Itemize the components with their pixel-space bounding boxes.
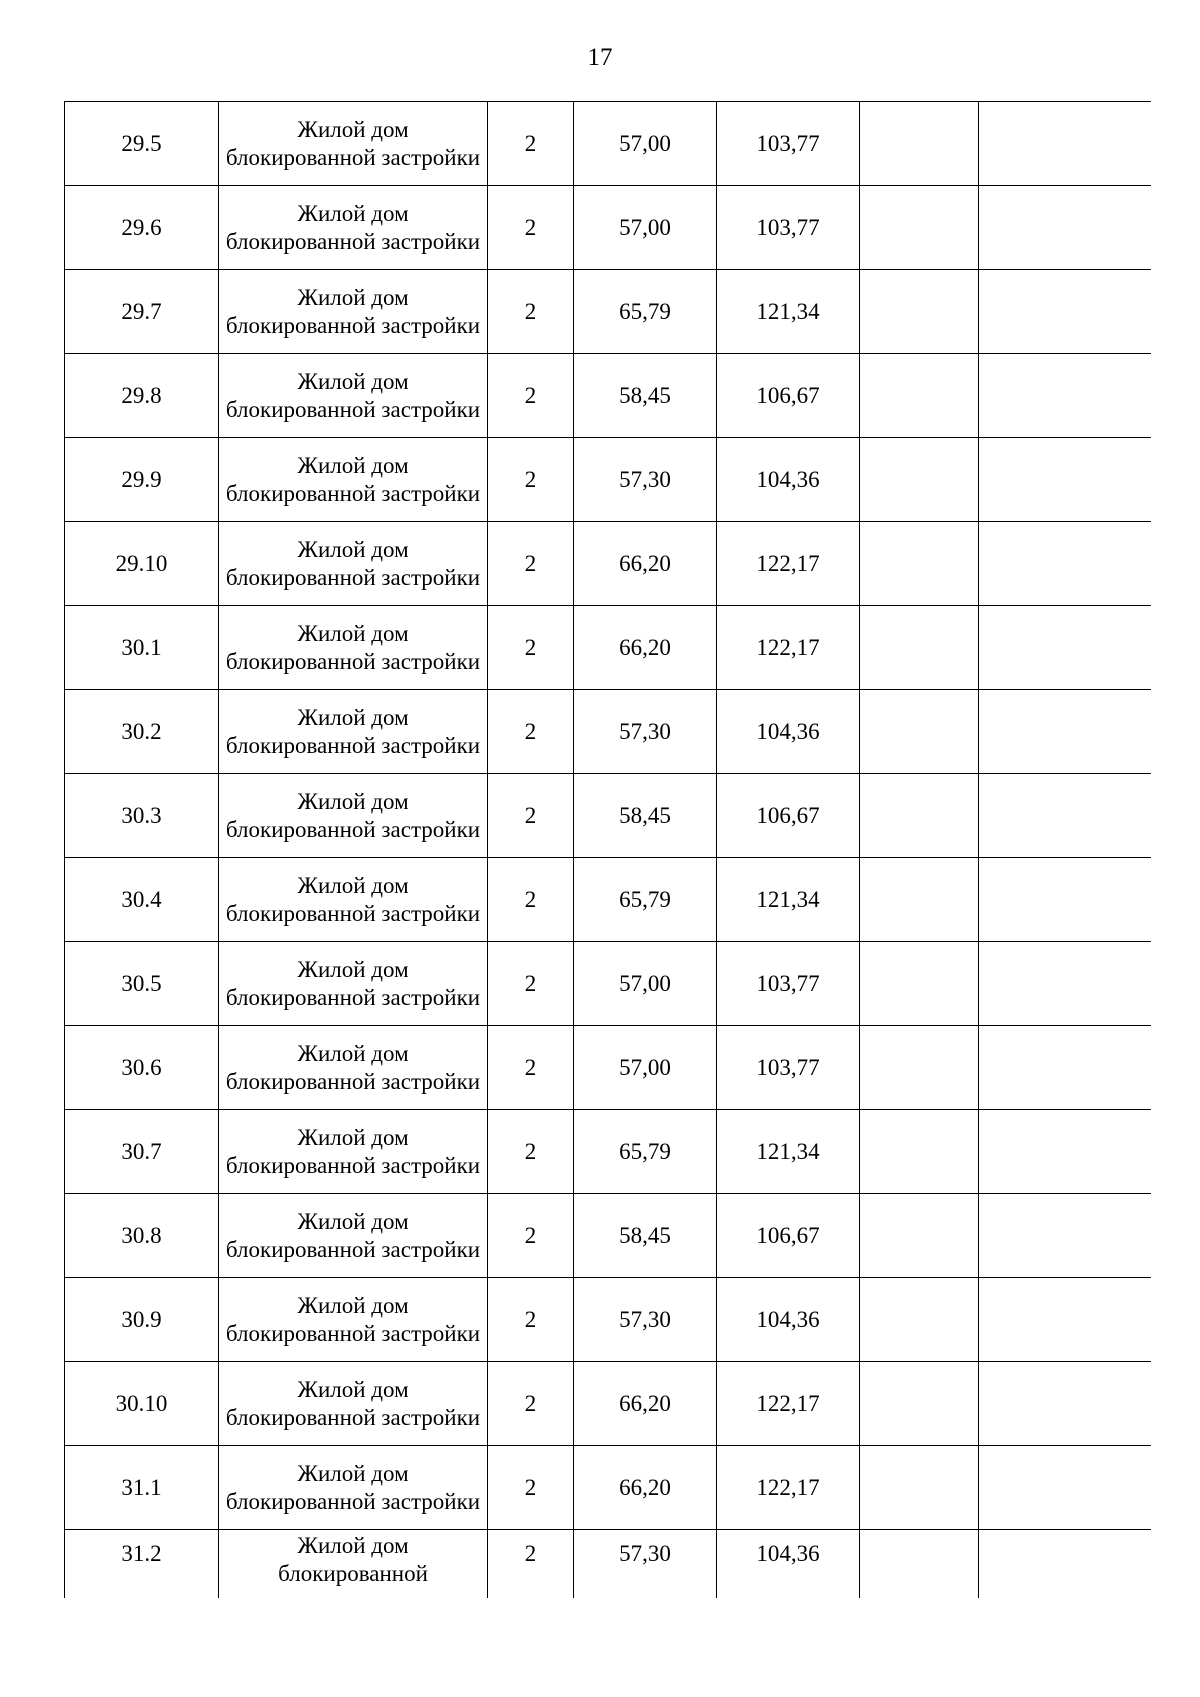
building-type-cell: Жилой дом блокированной застройки bbox=[219, 186, 488, 270]
total-area-cell: 104,36 bbox=[717, 690, 860, 774]
total-area-cell: 121,34 bbox=[717, 858, 860, 942]
floors-cell: 2 bbox=[488, 102, 574, 186]
total-area-cell: 121,34 bbox=[717, 1110, 860, 1194]
total-area-cell: 122,17 bbox=[717, 522, 860, 606]
building-type-cell: Жилой дом блокированной застройки bbox=[219, 270, 488, 354]
row-number-cell: 29.7 bbox=[65, 270, 219, 354]
floors-cell: 2 bbox=[488, 1110, 574, 1194]
floors-cell: 2 bbox=[488, 1362, 574, 1446]
floors-cell: 2 bbox=[488, 438, 574, 522]
total-area-cell: 122,17 bbox=[717, 1446, 860, 1530]
floors-cell: 2 bbox=[488, 522, 574, 606]
empty-cell bbox=[860, 438, 979, 522]
row-number-cell: 31.2 bbox=[65, 1530, 219, 1599]
empty-cell bbox=[860, 1194, 979, 1278]
total-area-cell: 104,36 bbox=[717, 1530, 860, 1599]
area-cell: 65,79 bbox=[574, 858, 717, 942]
empty-cell bbox=[860, 354, 979, 438]
floors-cell: 2 bbox=[488, 774, 574, 858]
row-number-cell: 30.5 bbox=[65, 942, 219, 1026]
area-cell: 57,00 bbox=[574, 942, 717, 1026]
table-row bbox=[65, 186, 1152, 270]
row-number-cell: 29.9 bbox=[65, 438, 219, 522]
table-container bbox=[64, 101, 1151, 1598]
area-cell: 57,30 bbox=[574, 1530, 717, 1599]
empty-cell bbox=[979, 774, 1152, 858]
floors-cell: 2 bbox=[488, 354, 574, 438]
total-area-cell: 106,67 bbox=[717, 774, 860, 858]
empty-cell bbox=[979, 102, 1152, 186]
table-row bbox=[65, 690, 1152, 774]
total-area-cell: 104,36 bbox=[717, 1278, 860, 1362]
row-number-cell: 30.6 bbox=[65, 1026, 219, 1110]
total-area-cell: 122,17 bbox=[717, 606, 860, 690]
total-area-cell: 106,67 bbox=[717, 354, 860, 438]
empty-cell bbox=[979, 1278, 1152, 1362]
floors-cell: 2 bbox=[488, 1278, 574, 1362]
total-area-cell: 121,34 bbox=[717, 270, 860, 354]
table-row bbox=[65, 774, 1152, 858]
area-cell: 58,45 bbox=[574, 774, 717, 858]
area-cell: 66,20 bbox=[574, 606, 717, 690]
table-row bbox=[65, 438, 1152, 522]
table-row bbox=[65, 1110, 1152, 1194]
floors-cell: 2 bbox=[488, 270, 574, 354]
empty-cell bbox=[979, 270, 1152, 354]
floors-cell: 2 bbox=[488, 690, 574, 774]
empty-cell bbox=[860, 1110, 979, 1194]
table-row bbox=[65, 1530, 1152, 1599]
empty-cell bbox=[860, 858, 979, 942]
building-type-cell: Жилой дом блокированной застройки bbox=[219, 1446, 488, 1530]
empty-cell bbox=[979, 186, 1152, 270]
building-type-cell: Жилой дом блокированной застройки bbox=[219, 354, 488, 438]
empty-cell bbox=[860, 1278, 979, 1362]
building-type-cell: Жилой дом блокированной застройки bbox=[219, 1194, 488, 1278]
building-type-cell: Жилой дом блокированной застройки bbox=[219, 774, 488, 858]
building-type-cell: Жилой дом блокированной застройки bbox=[219, 438, 488, 522]
area-cell: 57,30 bbox=[574, 1278, 717, 1362]
empty-cell bbox=[860, 102, 979, 186]
total-area-cell: 106,67 bbox=[717, 1194, 860, 1278]
row-number-cell: 31.1 bbox=[65, 1446, 219, 1530]
empty-cell bbox=[979, 1194, 1152, 1278]
floors-cell: 2 bbox=[488, 1530, 574, 1599]
area-cell: 57,30 bbox=[574, 438, 717, 522]
empty-cell bbox=[979, 1530, 1152, 1599]
floors-cell: 2 bbox=[488, 1194, 574, 1278]
empty-cell bbox=[860, 1446, 979, 1530]
table-row bbox=[65, 270, 1152, 354]
floors-cell: 2 bbox=[488, 186, 574, 270]
table-row bbox=[65, 1278, 1152, 1362]
empty-cell bbox=[860, 1026, 979, 1110]
building-type-cell: Жилой дом блокированной застройки bbox=[219, 606, 488, 690]
total-area-cell: 103,77 bbox=[717, 102, 860, 186]
building-type-cell: Жилой дом блокированной застройки bbox=[219, 522, 488, 606]
empty-cell bbox=[979, 1362, 1152, 1446]
table-row bbox=[65, 858, 1152, 942]
table-row bbox=[65, 354, 1152, 438]
row-number-cell: 29.10 bbox=[65, 522, 219, 606]
total-area-cell: 122,17 bbox=[717, 1362, 860, 1446]
area-cell: 57,00 bbox=[574, 186, 717, 270]
row-number-cell: 29.8 bbox=[65, 354, 219, 438]
buildings-table bbox=[64, 101, 1151, 1598]
total-area-cell: 104,36 bbox=[717, 438, 860, 522]
empty-cell bbox=[860, 270, 979, 354]
table-row bbox=[65, 522, 1152, 606]
empty-cell bbox=[860, 1530, 979, 1599]
floors-cell: 2 bbox=[488, 606, 574, 690]
area-cell: 57,00 bbox=[574, 1026, 717, 1110]
area-cell: 58,45 bbox=[574, 354, 717, 438]
total-area-cell: 103,77 bbox=[717, 942, 860, 1026]
area-cell: 66,20 bbox=[574, 522, 717, 606]
floors-cell: 2 bbox=[488, 858, 574, 942]
row-number-cell: 30.10 bbox=[65, 1362, 219, 1446]
empty-cell bbox=[979, 1026, 1152, 1110]
building-type-cell: Жилой дом блокированной застройки bbox=[219, 1362, 488, 1446]
table-row bbox=[65, 102, 1152, 186]
table-row bbox=[65, 1446, 1152, 1530]
area-cell: 65,79 bbox=[574, 1110, 717, 1194]
empty-cell bbox=[860, 186, 979, 270]
empty-cell bbox=[860, 522, 979, 606]
area-cell: 65,79 bbox=[574, 270, 717, 354]
table-row bbox=[65, 1194, 1152, 1278]
empty-cell bbox=[860, 1362, 979, 1446]
empty-cell bbox=[979, 522, 1152, 606]
empty-cell bbox=[979, 942, 1152, 1026]
empty-cell bbox=[979, 354, 1152, 438]
floors-cell: 2 bbox=[488, 1446, 574, 1530]
row-number-cell: 30.2 bbox=[65, 690, 219, 774]
area-cell: 58,45 bbox=[574, 1194, 717, 1278]
row-number-cell: 30.1 bbox=[65, 606, 219, 690]
area-cell: 57,30 bbox=[574, 690, 717, 774]
table-body bbox=[65, 102, 1152, 1599]
area-cell: 57,00 bbox=[574, 102, 717, 186]
page-number: 17 bbox=[587, 44, 613, 71]
empty-cell bbox=[860, 690, 979, 774]
building-type-cell: Жилой дом блокированной застройки bbox=[219, 942, 488, 1026]
building-type-cell: Жилой дом блокированной bbox=[219, 1530, 488, 1599]
floors-cell: 2 bbox=[488, 942, 574, 1026]
row-number-cell: 30.9 bbox=[65, 1278, 219, 1362]
row-number-cell: 30.8 bbox=[65, 1194, 219, 1278]
empty-cell bbox=[979, 1446, 1152, 1530]
row-number-cell: 29.5 bbox=[65, 102, 219, 186]
building-type-cell: Жилой дом блокированной застройки bbox=[219, 1110, 488, 1194]
empty-cell bbox=[979, 690, 1152, 774]
row-number-cell: 30.4 bbox=[65, 858, 219, 942]
area-cell: 66,20 bbox=[574, 1446, 717, 1530]
table-row bbox=[65, 1026, 1152, 1110]
total-area-cell: 103,77 bbox=[717, 186, 860, 270]
empty-cell bbox=[860, 942, 979, 1026]
row-number-cell: 30.7 bbox=[65, 1110, 219, 1194]
row-number-cell: 29.6 bbox=[65, 186, 219, 270]
empty-cell bbox=[979, 438, 1152, 522]
empty-cell bbox=[979, 606, 1152, 690]
area-cell: 66,20 bbox=[574, 1362, 717, 1446]
table-row bbox=[65, 1362, 1152, 1446]
building-type-cell: Жилой дом блокированной застройки bbox=[219, 1026, 488, 1110]
building-type-cell: Жилой дом блокированной застройки bbox=[219, 690, 488, 774]
floors-cell: 2 bbox=[488, 1026, 574, 1110]
empty-cell bbox=[979, 858, 1152, 942]
building-type-cell: Жилой дом блокированной застройки bbox=[219, 102, 488, 186]
table-row bbox=[65, 606, 1152, 690]
building-type-cell: Жилой дом блокированной застройки bbox=[219, 858, 488, 942]
table-row bbox=[65, 942, 1152, 1026]
building-type-cell: Жилой дом блокированной застройки bbox=[219, 1278, 488, 1362]
total-area-cell: 103,77 bbox=[717, 1026, 860, 1110]
empty-cell bbox=[979, 1110, 1152, 1194]
empty-cell bbox=[860, 606, 979, 690]
row-number-cell: 30.3 bbox=[65, 774, 219, 858]
empty-cell bbox=[860, 774, 979, 858]
